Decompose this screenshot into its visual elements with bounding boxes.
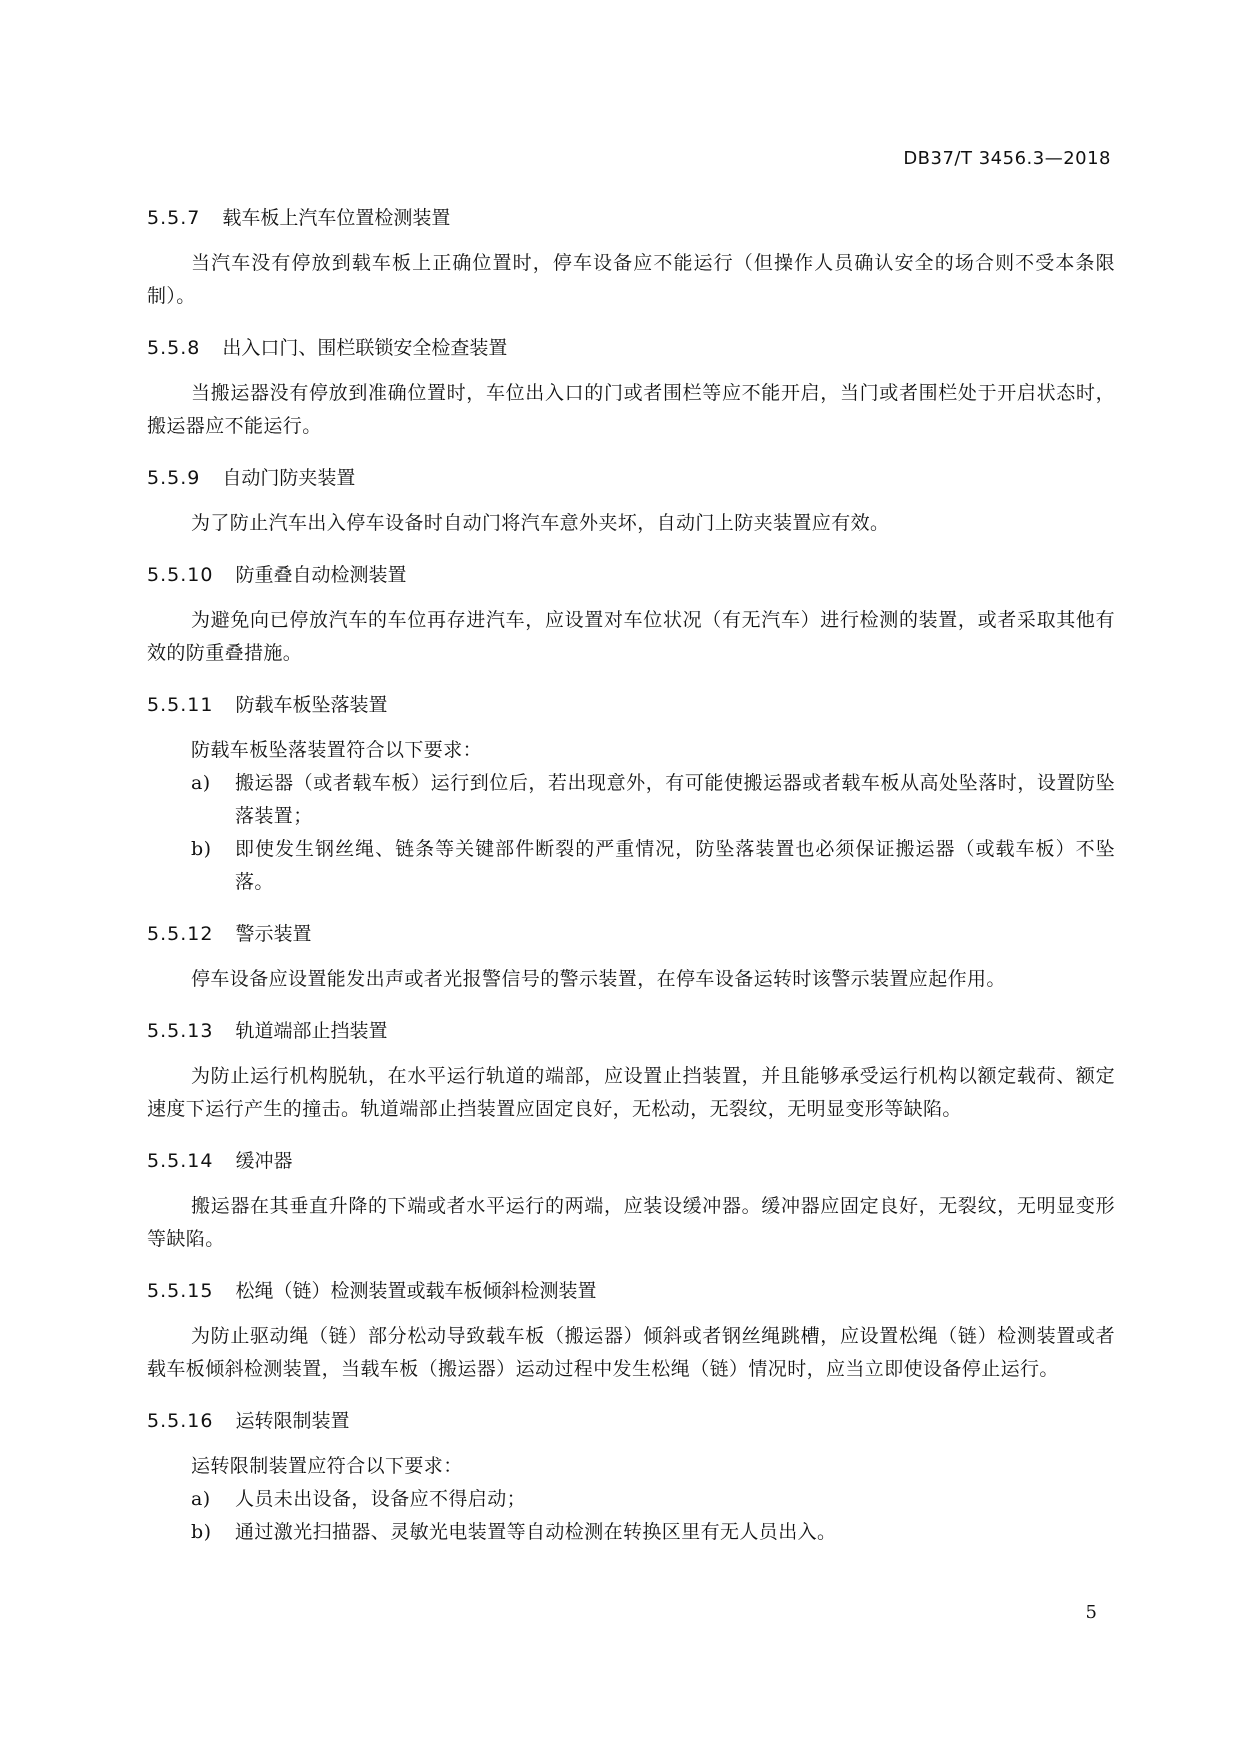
page-number: 5	[1085, 1602, 1097, 1623]
list-item-text: 搬运器（或者载车板）运行到位后，若出现意外，有可能使搬运器或者载车板从高处坠落时，设置防坠落装置；	[235, 772, 1115, 827]
section-heading	[147, 690, 1115, 720]
section-heading	[147, 1016, 1115, 1046]
section-title: 载车板上汽车位置检测装置	[222, 207, 451, 229]
section-title: 轨道端部止挡装置	[235, 1020, 388, 1042]
section-heading	[147, 1276, 1115, 1306]
section-5-5-8	[147, 333, 1115, 443]
section-number: 5.5.13	[147, 1020, 214, 1042]
section-title: 运转限制装置	[235, 1410, 350, 1432]
section-number: 5.5.15	[147, 1280, 214, 1302]
list-item	[147, 1483, 1115, 1516]
list-item	[147, 767, 1115, 833]
section-heading	[147, 1406, 1115, 1436]
section-number: 5.5.7	[147, 207, 201, 229]
section-title: 自动门防夹装置	[222, 467, 356, 489]
section-number: 5.5.8	[147, 337, 201, 359]
section-5-5-16	[147, 1406, 1115, 1549]
section-5-5-14	[147, 1146, 1115, 1256]
paragraph: 为防止运行机构脱轨，在水平运行轨道的端部，应设置止挡装置，并且能够承受运行机构以额定载荷、额定速度下运行产生的撞击。轨道端部止挡装置应固定良好，无松动，无裂纹，无明显变形等缺陷。	[147, 1065, 1115, 1120]
paragraph: 运转限制装置应符合以下要求：	[191, 1455, 463, 1477]
section-5-5-12	[147, 919, 1115, 996]
section-5-5-10	[147, 560, 1115, 670]
paragraph: 当搬运器没有停放到准确位置时，车位出入口的门或者围栏等应不能开启，当门或者围栏处于开启状态时，搬运器应不能运行。	[147, 382, 1115, 437]
paragraph: 搬运器在其垂直升降的下端或者水平运行的两端，应装设缓冲器。缓冲器应固定良好，无裂纹，无明显变形等缺陷。	[147, 1195, 1115, 1250]
document-code: DB37/T 3456.3—2018	[903, 148, 1111, 169]
paragraph: 为了防止汽车出入停车设备时自动门将汽车意外夹坏，自动门上防夹装置应有效。	[191, 512, 890, 534]
list-item	[147, 1516, 1115, 1549]
section-heading	[147, 203, 1115, 233]
section-title: 缓冲器	[235, 1150, 293, 1172]
section-number: 5.5.11	[147, 694, 214, 716]
section-title: 出入口门、围栏联锁安全检查装置	[222, 337, 508, 359]
list-item-marker: b)	[191, 1521, 212, 1543]
section-heading	[147, 919, 1115, 949]
section-title: 松绳（链）检测装置或载车板倾斜检测装置	[235, 1280, 597, 1302]
section-5-5-15	[147, 1276, 1115, 1386]
paragraph: 当汽车没有停放到载车板上正确位置时，停车设备应不能运行（但操作人员确认安全的场合则不受本条限制）。	[147, 252, 1115, 307]
list-item-text: 通过激光扫描器、灵敏光电装置等自动检测在转换区里有无人员出入。	[235, 1521, 837, 1543]
section-number: 5.5.16	[147, 1410, 214, 1432]
paragraph: 停车设备应设置能发出声或者光报警信号的警示装置，在停车设备运转时该警示装置应起作用。	[191, 968, 1006, 990]
section-5-5-7	[147, 203, 1115, 313]
list-item-text: 人员未出设备，设备应不得启动；	[235, 1488, 527, 1510]
list-item-marker: b)	[191, 838, 212, 860]
section-heading	[147, 333, 1115, 363]
list-item-marker: a)	[191, 772, 211, 794]
section-5-5-9	[147, 463, 1115, 540]
list-item-marker: a)	[191, 1488, 211, 1510]
section-number: 5.5.14	[147, 1150, 214, 1172]
section-title: 防载车板坠落装置	[235, 694, 388, 716]
section-heading	[147, 1146, 1115, 1176]
section-heading	[147, 560, 1115, 590]
section-5-5-13	[147, 1016, 1115, 1126]
list-item	[147, 833, 1115, 899]
paragraph: 为防止驱动绳（链）部分松动导致载车板（搬运器）倾斜或者钢丝绳跳槽，应设置松绳（链）检测装置或者载车板倾斜检测装置，当载车板（搬运器）运动过程中发生松绳（链）情况时，应当立即使设备停止运行。	[147, 1325, 1115, 1380]
section-number: 5.5.9	[147, 467, 201, 489]
document-body	[147, 203, 1115, 1569]
section-5-5-11	[147, 690, 1115, 899]
section-title: 防重叠自动检测装置	[235, 564, 407, 586]
section-title: 警示装置	[235, 923, 312, 945]
paragraph: 为避免向已停放汽车的车位再存进汽车，应设置对车位状况（有无汽车）进行检测的装置，或者采取其他有效的防重叠措施。	[147, 609, 1115, 664]
section-number: 5.5.10	[147, 564, 214, 586]
paragraph: 防载车板坠落装置符合以下要求：	[191, 739, 483, 761]
list-item-text: 即使发生钢丝绳、链条等关键部件断裂的严重情况，防坠落装置也必须保证搬运器（或载车板）不坠落。	[235, 838, 1115, 893]
section-number: 5.5.12	[147, 923, 214, 945]
section-heading	[147, 463, 1115, 493]
